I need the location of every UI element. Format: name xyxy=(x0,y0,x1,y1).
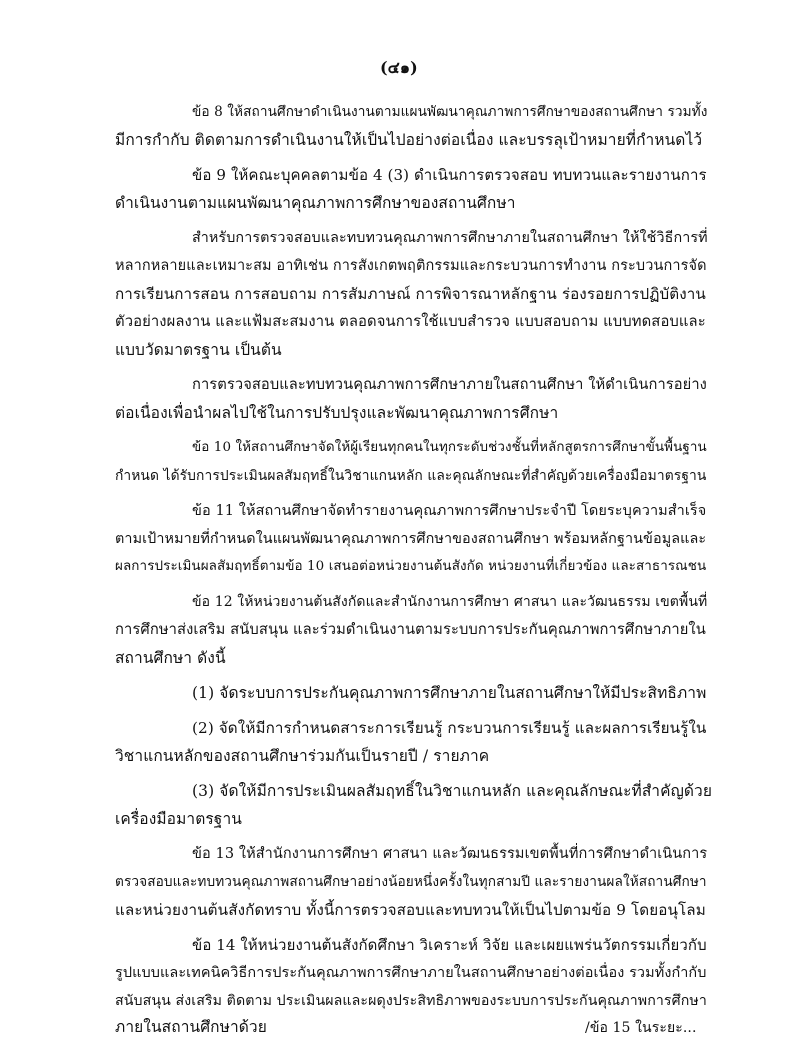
clause-14-line-3: สนับสนุน ส่งเสริม ติดตาม ประเมินผลและผดุงประสิทธิภาพของระบบการประกันคุณภาพการศึกษา xyxy=(115,993,707,1009)
clause-11-line-1: ข้อ 11 ให้สถานศึกษาจัดทำรายงานคุณภาพการศึกษาประจำปี โดยระบุความสำเร็จ xyxy=(192,503,707,519)
clause-14-line-2: รูปแบบและเทคนิควิธีการประกันคุณภาพการศึกษาภายในสถานศึกษาอย่างต่อเนื่อง รวมทั้งกำกับ xyxy=(115,965,707,981)
clause-12-line-2: การศึกษาส่งเสริม สนับสนุน และร่วมดำเนินงานตามระบบการประกันคุณภาพการศึกษาภายใน xyxy=(115,621,706,638)
clause-13-line-1: ข้อ 13 ให้สำนักงานการศึกษา ศาสนา และวัฒนธรรมเขตพื้นที่การศึกษาดำเนินการ xyxy=(192,846,708,862)
clause-8-line-1: ข้อ 8 ให้สถานศึกษาดำเนินงานตามแผนพัฒนาคุณภาพการศึกษาของสถานศึกษา รวมทั้ง xyxy=(192,104,708,120)
continuous-line-1: การตรวจสอบและทบทวนคุณภาพการศึกษาภายในสถานศึกษา ให้ดำเนินการอย่าง xyxy=(192,376,707,393)
clause-14-line-1: ข้อ 14 ให้หน่วยงานต้นสังกัดศึกษา วิเคราะห์ วิจัย และเผยแพร่นวัตกรรมเกี่ยวกับ xyxy=(192,936,707,954)
clause-10-line-2: กำหนด ได้รับการประเมินผลสัมฤทธิ์ในวิชาแกนหลัก และคุณลักษณะที่สำคัญด้วยเครื่องมือมาตรฐาน xyxy=(115,468,707,484)
continuation-marker: /ข้อ 15 ในระยะ... xyxy=(585,1020,697,1036)
clause-12-item-3-line-1: (3) จัดให้มีการประเมินผลสัมฤทธิ์ในวิชาแกนหลัก และคุณลักษณะที่สำคัญด้วย xyxy=(192,782,713,800)
methods-line-2: หลากหลายและเหมาะสม อาทิเช่น การสังเกตพฤติกรรมและกระบวนการทำงาน กระบวนการจัด xyxy=(115,258,707,274)
clause-14-line-4: ภายในสถานศึกษาด้วย xyxy=(115,1018,267,1036)
clause-13-line-2: ตรวจสอบและทบทวนคุณภาพสถานศึกษาอย่างน้อยหนึ่งครั้งในทุกสามปี และรายงานผลให้สถานศึกษา xyxy=(115,874,707,890)
clause-11-line-2: ตามเป้าหมายที่กำหนดในแผนพัฒนาคุณภาพการศึกษาของสถานศึกษา พร้อมหลักฐานข้อมูลและ xyxy=(115,531,707,547)
continuous-line-2: ต่อเนื่องเพื่อนำผลไปใช้ในการปรับปรุงและพัฒนาคุณภาพการศึกษา xyxy=(115,404,559,422)
clause-9-line-1: ข้อ 9 ให้คณะบุคคลตามข้อ 4 (3) ดำเนินการตรวจสอบ ทบทวนและรายงานการ xyxy=(192,166,707,184)
clause-12-item-2-line-1: (2) จัดให้มีการกำหนดสาระการเรียนรู้ กระบวนการเรียนรู้ และผลการเรียนรู้ใน xyxy=(192,719,707,737)
clause-13-line-3: และหน่วยงานต้นสังกัดทราบ ทั้งนี้การตรวจสอบและทบทวนให้เป็นไปตามข้อ 9 โดยอนุโลม xyxy=(115,901,706,919)
clause-11-line-3: ผลการประเมินผลสัมฤทธิ์ตามข้อ 10 เสนอต่อหน่วยงานต้นสังกัด หน่วยงานที่เกี่ยวข้อง และสาธารณชน xyxy=(115,559,707,574)
methods-line-1: สำหรับการตรวจสอบและทบทวนคุณภาพการศึกษาภายในสถานศึกษา ให้ใช้วิธีการที่ xyxy=(192,230,708,246)
methods-line-3: การเรียนการสอน การสอบถาม การสัมภาษณ์ การพิจารณาหลักฐาน ร่องรอยการปฏิบัติงาน xyxy=(115,285,706,303)
page-number: (๔๑) xyxy=(380,58,418,77)
clause-12-item-1-line-1: (1) จัดระบบการประกันคุณภาพการศึกษาภายในสถานศึกษาให้มีประสิทธิภาพ xyxy=(192,684,707,702)
clause-12-item-2-line-2: วิชาแกนหลักของสถานศึกษาร่วมกันเป็นรายปี / รายภาค xyxy=(115,747,490,765)
clause-10-line-1: ข้อ 10 ให้สถานศึกษาจัดให้ผู้เรียนทุกคนในทุกระดับช่วงชั้นที่หลักสูตรการศึกษาขั้นพื้นฐาน xyxy=(192,440,707,455)
methods-line-4: ตัวอย่างผลงาน และแฟ้มสะสมงาน ตลอดจนการใช้แบบสำรวจ แบบสอบถาม แบบทดสอบและ xyxy=(115,313,706,330)
clause-8-line-2: มีการกำกับ ติดตามการดำเนินงานให้เป็นไปอย่างต่อเนื่อง และบรรลุเป้าหมายที่กำหนดไว้ xyxy=(115,131,703,149)
clause-9-line-2: ดำเนินงานตามแผนพัฒนาคุณภาพการศึกษาของสถานศึกษา xyxy=(115,194,516,212)
methods-line-5: แบบวัดมาตรฐาน เป็นต้น xyxy=(115,341,282,359)
clause-12-line-3: สถานศึกษา ดังนี้ xyxy=(115,649,226,667)
clause-12-item-3-line-2: เครื่องมือมาตรฐาน xyxy=(115,810,242,828)
clause-12-line-1: ข้อ 12 ให้หน่วยงานต้นสังกัดและสำนักงานการศึกษา ศาสนา และวัฒนธรรม เขตพื้นที่ xyxy=(192,594,708,610)
